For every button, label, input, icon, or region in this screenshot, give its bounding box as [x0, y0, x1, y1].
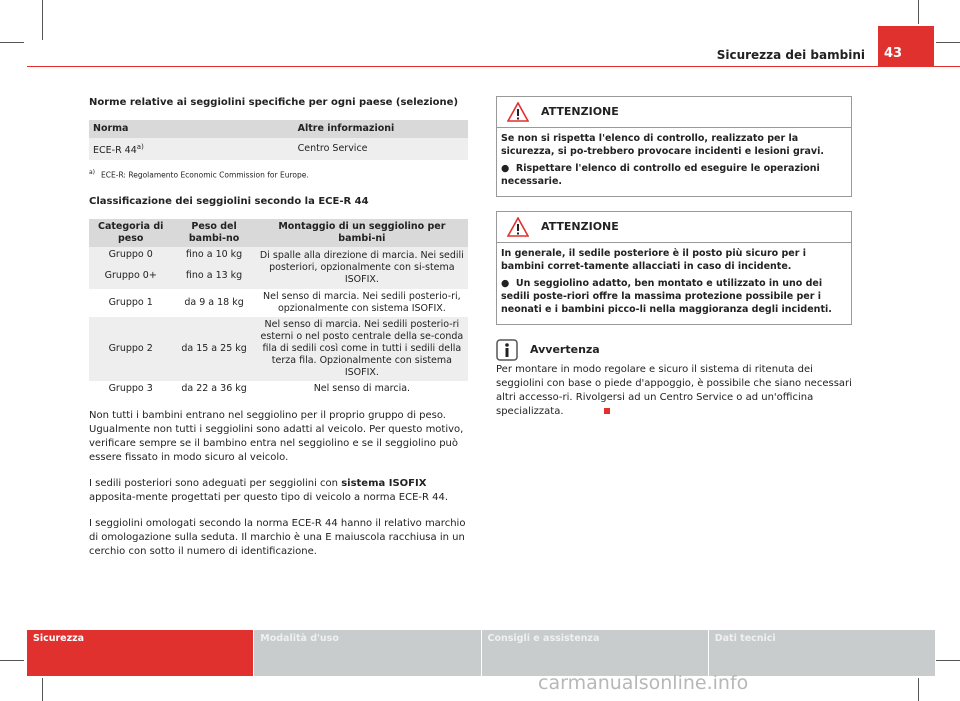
left-column	[89, 96, 468, 559]
info-icon	[496, 339, 518, 361]
warning-text: In generale, il sedile posteriore è il posto più sicuro per i bambini corret-tamente allacciati in caso di incidente.	[501, 248, 806, 272]
footnote	[89, 166, 468, 183]
warning-title: ATTENZIONE	[541, 105, 619, 118]
crop-mark	[0, 660, 24, 661]
bullet-text: Un seggiolino adatto, ben montato e utilizzato in uno dei sedili poste-riori offre la massima protezione possibile per i neonati e i bambini picco-li nella maggioranza degli incidenti.	[501, 278, 832, 315]
warning-body	[497, 243, 851, 324]
paragraph-text: apposita-mente progettati per questo tipo di veicolo a norma ECE-R 44.	[89, 491, 449, 503]
warning-title-row	[497, 97, 851, 128]
table-cell: da 9 a 18 kg	[172, 289, 255, 317]
note-title-row	[496, 339, 852, 361]
paragraph-gruppo: Non tutti i bambini entrano nel seggiolino per il proprio gruppo di peso. Ugualmente non tutti i seggiolini sono adatti al veicolo. Per questo motivo, verificare sempre se il bambino entra nel seggiolino e se il seggiolino può essere fissato in modo sicuro al veicolo.	[89, 409, 464, 463]
table-cell: Gruppo 2	[89, 317, 172, 381]
isofix-bold: sistema ISOFIX	[341, 477, 427, 489]
note-body	[496, 363, 852, 419]
table-cell: da 15 a 25 kg	[172, 317, 255, 381]
table-cell: Nel senso di marcia.	[256, 381, 468, 397]
paragraph-marchio: I seggiolini omologati secondo la norma ECE-R 44 hanno il relativo marchio di omologazione sulla seduta. Il marchio è una E maiuscola racchiusa in un cerchio con sotto il numero di identificazione.	[89, 517, 466, 557]
table-cell: Gruppo 0+	[89, 263, 172, 289]
table-cell: da 22 a 36 kg	[172, 381, 255, 397]
table-row	[89, 247, 468, 263]
crop-mark	[0, 42, 24, 43]
page-header-title: Sicurezza dei bambini	[716, 48, 865, 62]
tab-consigli-assistenza[interactable]: Consigli e assistenza	[482, 630, 708, 676]
right-column	[496, 96, 852, 419]
table-cell: Nel senso di marcia. Nei sedili posterio-ri, opzionalmente con sistema ISOFIX.	[256, 289, 468, 317]
tab-dati-tecnici[interactable]: Dati tecnici	[709, 630, 935, 676]
tab-sicurezza[interactable]: Sicurezza	[27, 630, 253, 676]
table-cell: Nel senso di marcia. Nei sedili posterio-ri esterni o nel posto centrale della se-conda fila di sedili così come in tutti i sedili della terza fila. Opzionalmente con sistema ISOFIX.	[256, 317, 468, 381]
classification-table	[89, 219, 468, 397]
table-header-cell: Norma	[89, 120, 294, 138]
norma-value: ECE-R 44	[93, 145, 137, 157]
paragraph-isofix	[89, 477, 468, 505]
table-cell: Centro Service	[294, 138, 468, 160]
warning-title-row	[497, 212, 851, 243]
table-cell: fino a 13 kg	[172, 263, 255, 289]
table-row	[89, 317, 468, 381]
warning-triangle-icon	[507, 217, 529, 237]
end-of-section-icon	[604, 408, 610, 414]
table-row	[89, 381, 468, 397]
warning-text: Se non si rispetta l'elenco di controllo, realizzato per la sicurezza, si po-trebbero provocare incidenti e lesioni gravi.	[501, 133, 824, 157]
table-cell: Di spalle alla direzione di marcia. Nei sedili posteriori, opzionalmente con si-stema ISOFIX.	[256, 247, 468, 289]
footnote-ref: a)	[136, 143, 144, 151]
table-cell: Gruppo 3	[89, 381, 172, 397]
table-header-cell: Altre informazioni	[294, 120, 468, 138]
bullet-icon: ●	[501, 163, 516, 174]
heading-classificazione: Classificazione dei seggiolini secondo la ECE-R 44	[89, 195, 369, 207]
page-number: 43	[878, 26, 934, 67]
paragraph-text: I sedili posteriori sono adeguati per seggiolini con	[89, 477, 342, 489]
table-row	[89, 138, 468, 160]
table-cell	[89, 138, 294, 160]
warning-box-1	[496, 96, 852, 197]
bullet-text: Rispettare l'elenco di controllo ed eseguire le operazioni necessarie.	[501, 163, 820, 187]
note-title: Avvertenza	[530, 343, 600, 356]
tab-modalita-uso[interactable]: Modalità d'uso	[254, 630, 480, 676]
table-row	[89, 289, 468, 317]
warning-box-2	[496, 211, 852, 325]
watermark: carmanualsonline.info	[538, 672, 749, 694]
crop-mark	[936, 660, 960, 661]
warning-title: ATTENZIONE	[541, 220, 619, 233]
crop-mark	[918, 678, 919, 701]
header-rule	[27, 66, 960, 67]
table-cell: fino a 10 kg	[172, 247, 255, 263]
warning-triangle-icon	[507, 102, 529, 122]
warning-bullet	[501, 277, 847, 316]
norme-table	[89, 120, 468, 160]
footnote-mark: a)	[89, 169, 96, 177]
crop-mark	[42, 0, 43, 40]
table-cell: Gruppo 0	[89, 247, 172, 263]
table-header-row	[89, 120, 468, 138]
crop-mark	[42, 678, 43, 701]
table-header-cell: Montaggio di un seggiolino per bambi-ni	[256, 219, 468, 247]
heading-norme: Norme relative ai seggiolini specifiche per ogni paese (selezione)	[89, 97, 459, 108]
warning-bullet	[501, 162, 847, 188]
table-header-cell: Categoria di peso	[89, 219, 172, 247]
crop-mark	[918, 0, 919, 24]
warning-body	[497, 128, 851, 196]
crop-mark	[936, 42, 960, 43]
table-header-row	[89, 219, 468, 247]
chapter-tabs	[27, 630, 935, 676]
footnote-text: ECE-R: Regolamento Economic Commission for Europe.	[101, 170, 309, 180]
table-header-cell: Peso del bambi-no	[172, 219, 255, 247]
note-text: Per montare in modo regolare e sicuro il sistema di ritenuta dei seggiolini con base o piede d'appoggio, è possibile che siano necessari altri accesso-ri. Rivolgersi ad un Centro Service o ad un'officina specializzata.	[496, 364, 852, 417]
table-cell: Gruppo 1	[89, 289, 172, 317]
bullet-icon: ●	[501, 278, 516, 289]
